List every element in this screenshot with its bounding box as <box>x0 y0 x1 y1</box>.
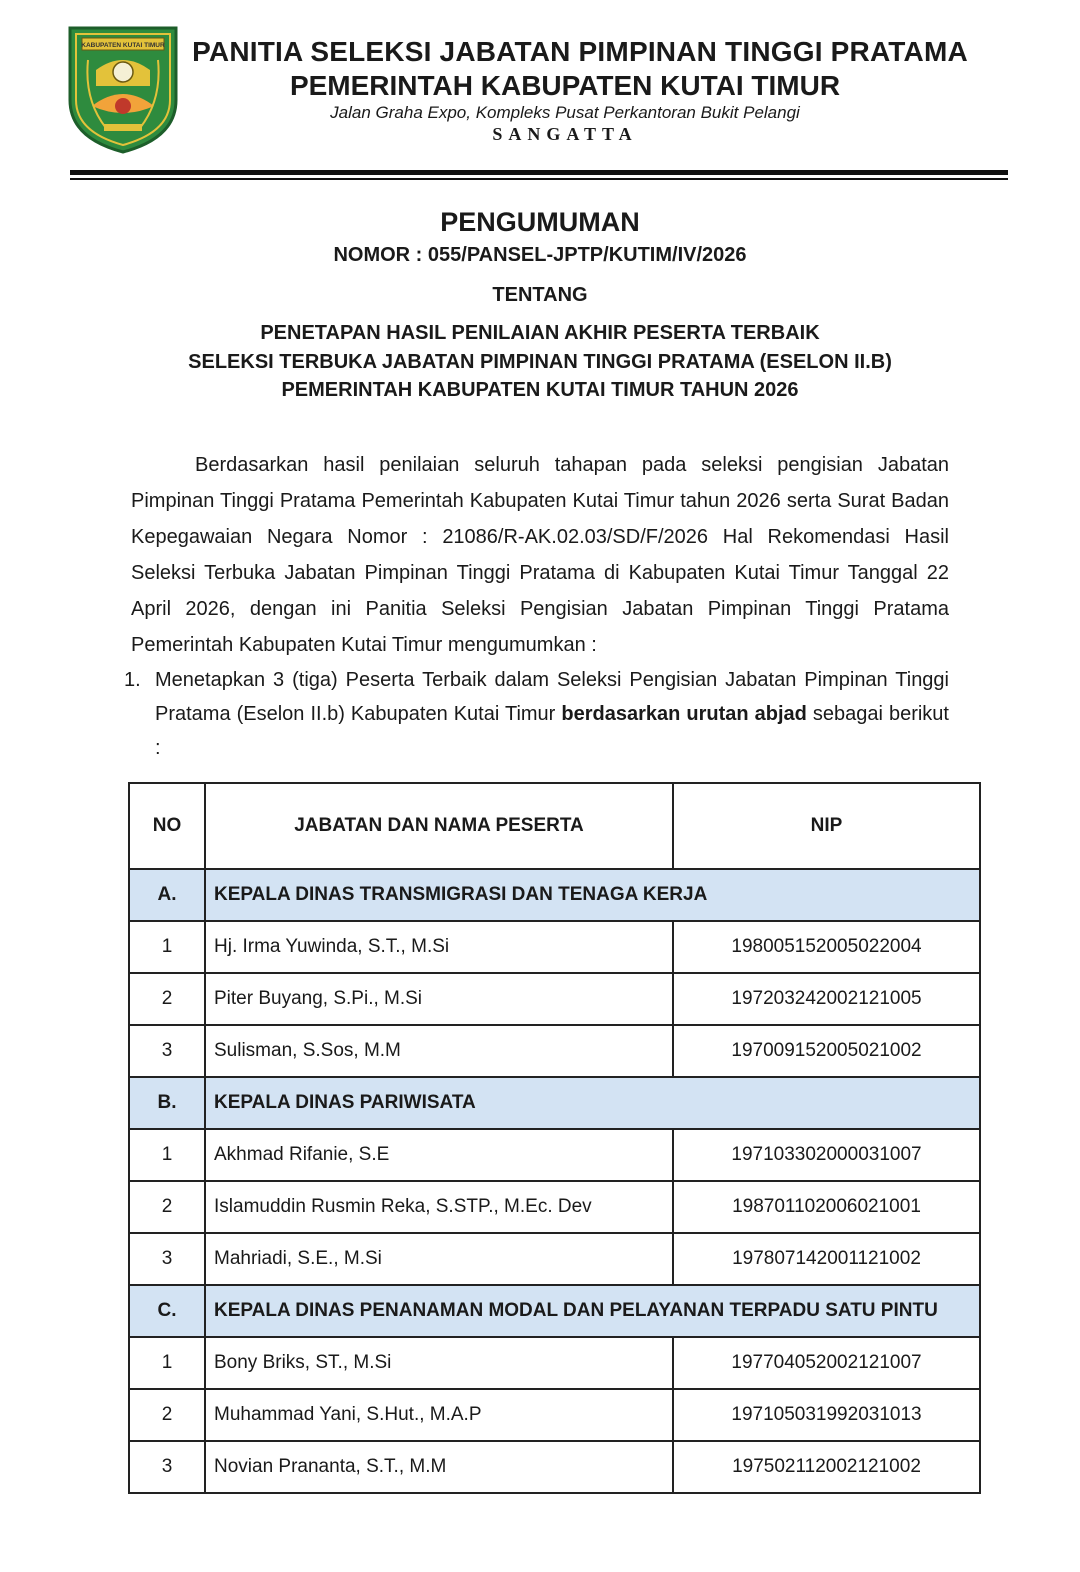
subject-line-3: PEMERINTAH KABUPATEN KUTAI TIMUR TAHUN 2026 <box>281 379 799 401</box>
row-name: Sulisman, S.Sos, M.M <box>205 1025 673 1077</box>
row-nip: 197009152005021002 <box>673 1025 980 1077</box>
opening-paragraph <box>131 447 949 663</box>
row-no: 2 <box>129 1389 205 1441</box>
section-row-a <box>129 869 980 921</box>
row-no: 2 <box>129 973 205 1025</box>
section-code: C. <box>129 1285 205 1337</box>
letterhead-divider-thin <box>70 178 1008 180</box>
row-name: Piter Buyang, S.Pi., M.Si <box>205 973 673 1025</box>
subject-line-1: PENETAPAN HASIL PENILAIAN AKHIR PESERTA TERBAIK <box>260 322 820 344</box>
logo-text: KABUPATEN KUTAI TIMUR <box>81 42 165 49</box>
row-no: 1 <box>129 1337 205 1389</box>
row-name: Islamuddin Rusmin Reka, S.STP., M.Ec. Dev <box>205 1181 673 1233</box>
col-header-nip: NIP <box>673 783 980 869</box>
decision-item-tail: sebagai berikut : <box>155 703 949 759</box>
table-row <box>129 921 980 973</box>
col-header-no: NO <box>129 783 205 869</box>
row-no: 1 <box>129 921 205 973</box>
decision-item-text-main: Menetapkan 3 (tiga) Peserta Terbaik dalam Seleksi Pengisian Jabatan Pimpinan Tinggi Pratama (Eselon II.b) Kabupaten Kutai Timur <box>155 669 949 725</box>
opening-paragraph-text: Berdasarkan hasil penilaian seluruh tahapan pada seleksi pengisian Jabatan Pimpinan Tinggi Pratama Pemerintah Kabupaten Kutai Timur tahun 2026 serta Surat Badan Kepegawaian Negara Nomor : 21086/R-AK.02.03/SD/F/2026 Hal Rekomendasi Hasil Seleksi Terbuka Jabatan Pimpinan Tinggi Pratama di Kabupaten Kutai Timur Tanggal 22 April 2026, dengan ini Panitia Seleksi Pengisian Jabatan Pimpinan Tinggi Pratama Pemerintah Kabupaten Kutai Timur mengumumkan : <box>131 454 949 656</box>
section-title: KEPALA DINAS PENANAMAN MODAL DAN PELAYANAN TERPADU SATU PINTU <box>205 1285 980 1337</box>
org-name-line1: PANITIA SELEKSI JABATAN PIMPINAN TINGGI PRATAMA <box>192 36 968 67</box>
section-title: KEPALA DINAS PARIWISATA <box>205 1077 980 1129</box>
section-code: B. <box>129 1077 205 1129</box>
decision-item-number: 1. <box>124 669 141 691</box>
row-name: Hj. Irma Yuwinda, S.T., M.Si <box>205 921 673 973</box>
document-about-label: TENTANG <box>492 284 588 306</box>
document-number: NOMOR : 055/PANSEL-JPTP/KUTIM/IV/2026 <box>333 244 747 266</box>
subject-line-2: SELEKSI TERBUKA JABATAN PIMPINAN TINGGI PRATAMA (ESELON II.B) <box>188 351 892 373</box>
row-no: 3 <box>129 1441 205 1493</box>
document-title: PENGUMUMAN <box>440 207 640 237</box>
row-nip: 198005152005022004 <box>673 921 980 973</box>
org-name-line2: PEMERINTAH KABUPATEN KUTAI TIMUR <box>289 70 841 101</box>
row-name: Muhammad Yani, S.Hut., M.A.P <box>205 1389 673 1441</box>
row-no: 2 <box>129 1181 205 1233</box>
table-row <box>129 973 980 1025</box>
row-nip: 197105031992031013 <box>673 1389 980 1441</box>
decision-item-emphasis: berdasarkan urutan abjad <box>561 703 807 725</box>
row-name: Mahriadi, S.E., M.Si <box>205 1233 673 1285</box>
table-row <box>129 1129 980 1181</box>
table-row <box>129 1025 980 1077</box>
row-nip: 197103302000031007 <box>673 1129 980 1181</box>
row-nip: 197807142001121002 <box>673 1233 980 1285</box>
section-row-b <box>129 1077 980 1129</box>
row-no: 1 <box>129 1129 205 1181</box>
table-row <box>129 1181 980 1233</box>
row-nip: 198701102006021001 <box>673 1181 980 1233</box>
row-name: Akhmad Rifanie, S.E <box>205 1129 673 1181</box>
section-row-c <box>129 1285 980 1337</box>
row-nip: 197502112002121002 <box>673 1441 980 1493</box>
results-table <box>128 782 981 1494</box>
row-name: Bony Briks, ST., M.Si <box>205 1337 673 1389</box>
row-no: 3 <box>129 1233 205 1285</box>
row-name: Novian Prananta, S.T., M.M <box>205 1441 673 1493</box>
org-address: Jalan Graha Expo, Kompleks Pusat Perkantoran Bukit Pelangi <box>330 103 800 122</box>
table-row <box>129 1233 980 1285</box>
table-row <box>129 1337 980 1389</box>
col-header-name: JABATAN DAN NAMA PESERTA <box>205 783 673 869</box>
table-row <box>129 1389 980 1441</box>
row-no: 3 <box>129 1025 205 1077</box>
row-nip: 197704052002121007 <box>673 1337 980 1389</box>
table-row <box>129 1441 980 1493</box>
section-code: A. <box>129 869 205 921</box>
regency-emblem-logo <box>66 20 180 156</box>
decision-item-text <box>155 663 949 765</box>
letterhead-divider-thick <box>70 170 1008 175</box>
row-nip: 197203242002121005 <box>673 973 980 1025</box>
org-city: SANGATTA <box>492 124 638 144</box>
section-title: KEPALA DINAS TRANSMIGRASI DAN TENAGA KERJA <box>205 869 980 921</box>
